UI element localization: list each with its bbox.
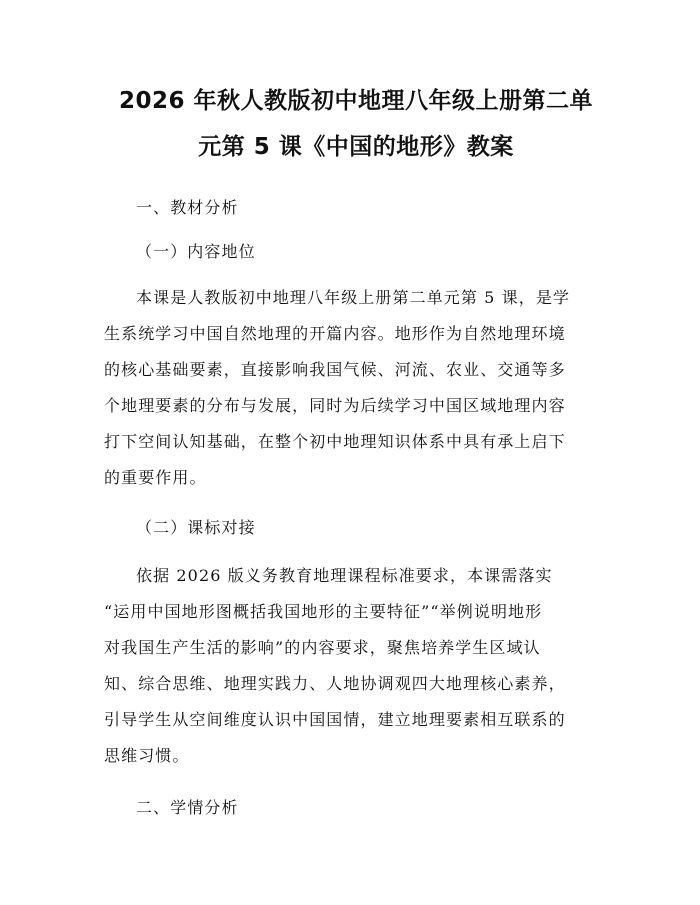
section-heading-textbook-analysis: 一、教材分析 [136,198,239,217]
title-line: 2026 年秋人教版初中地理八年级上册第二单 [118,88,594,114]
paragraph-line: 打下空间认知基础，在整个初中地理知识体系中具有承上启下 [104,432,566,451]
title-line: 元第 5 课《中国的地形》教案 [198,134,514,160]
paragraph-line: 本课是人教版初中地理八年级上册第二单元第 5 课，是学 [136,288,571,307]
paragraph-line: 思维习惯。 [104,746,190,765]
paragraph-line: 对我国生产生活的影响”的内容要求，聚焦培养学生区域认 [104,638,541,657]
section-heading-student-analysis: 二、学情分析 [136,798,239,817]
paragraph-line: “运用中国地形图概括我国地形的主要特征”“举例说明地形 [104,602,543,621]
paragraph-curriculum-standard [104,558,608,774]
paragraph-line: 引导学生从空间维度认识中国国情，建立地理要素相互联系的 [104,710,566,729]
subsection-heading-curriculum-standard: （二）课标对接 [136,518,256,537]
document-title [104,78,608,170]
paragraph-line: 个地理要素的分布与发展，同时为后续学习中国区域地理内容 [104,396,566,415]
paragraph-line: 知、综合思维、地理实践力、人地协调观四大地理核心素养， [104,674,566,693]
paragraph-line: 生系统学习中国自然地理的开篇内容。地形作为自然地理环境 [104,324,566,343]
paragraph-line: 的重要作用。 [104,468,207,487]
paragraph-line: 的核心基础要素，直接影响我国气候、河流、农业、交通等多 [104,360,566,379]
paragraph-content-position [104,280,608,496]
paragraph-line: 依据 2026 版义务教育地理课程标准要求，本课需落实 [136,566,553,585]
subsection-heading-content-position: （一）内容地位 [136,242,256,261]
